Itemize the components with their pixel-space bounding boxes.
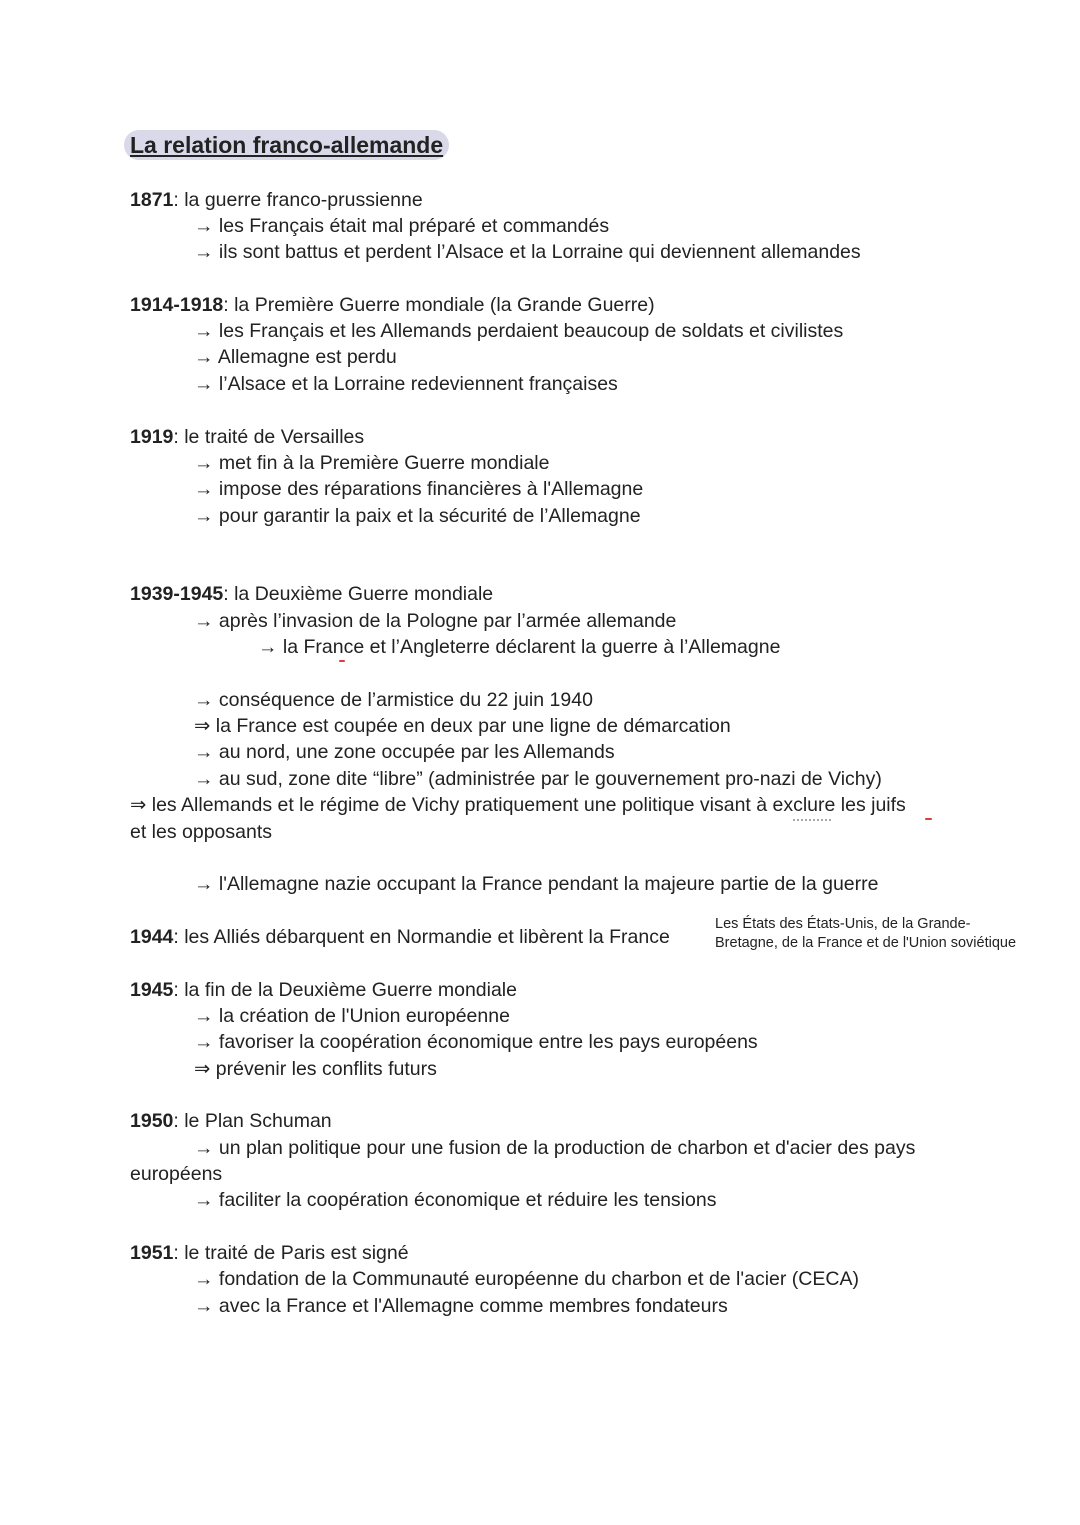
timeline-entry-1871 <box>130 188 423 212</box>
spellcheck-mark <box>339 660 345 662</box>
side-note <box>715 915 1016 953</box>
bullet-line: → favoriser la coopération économique entre les pays européens <box>194 1031 758 1053</box>
bullet-line: → l'Allemagne nazie occupant la France pendant la majeure partie de la guerre <box>194 873 879 895</box>
continuation-line: européens <box>130 1163 223 1185</box>
entry-text: : la fin de la Deuxième Guerre mondiale <box>173 979 517 1001</box>
bullet-line: → met fin à la Première Guerre mondiale <box>194 452 550 474</box>
bullet-line: → conséquence de l’armistice du 22 juin 1940 <box>194 689 593 711</box>
bullet-line: → un plan politique pour une fusion de la production de charbon et d'acier des pays <box>194 1137 916 1159</box>
continuation-line: et les opposants <box>130 821 273 843</box>
entry-text: : le Plan Schuman <box>173 1110 332 1132</box>
bullet-line: → pour garantir la paix et la sécurité de l’Allemagne <box>194 505 641 527</box>
timeline-entry-1919 <box>130 425 364 449</box>
bullet-line: → avec la France et l'Allemagne comme membres fondateurs <box>194 1295 728 1317</box>
timeline-entry-1944 <box>130 925 670 949</box>
entry-text: : le traité de Versailles <box>173 426 365 448</box>
year-label: 1951 <box>130 1242 174 1264</box>
timeline-entry-1950 <box>130 1109 332 1133</box>
bullet-line: → les Français était mal préparé et commandés <box>194 215 610 237</box>
bullet-line: → au nord, une zone occupée par les Allemands <box>194 741 615 763</box>
bullet-line: → la création de l'Union européenne <box>194 1005 510 1027</box>
bullet-line: → les Français et les Allemands perdaient beaucoup de soldats et civilistes <box>194 320 844 342</box>
entry-text: : la Première Guerre mondiale (la Grande Guerre) <box>223 294 655 316</box>
year-label: 1871 <box>130 189 174 211</box>
year-label: 1939-1945 <box>130 583 224 605</box>
spellcheck-mark <box>925 818 932 820</box>
year-label: 1914-1918 <box>130 294 224 316</box>
entry-text: : la Deuxième Guerre mondiale <box>223 583 494 605</box>
entry-text: : le traité de Paris est signé <box>173 1242 409 1264</box>
side-note-line: Bretagne, de la France et de l'Union soviétique <box>715 935 1017 951</box>
timeline-entry-1914-1918 <box>130 293 655 317</box>
bullet-line: → faciliter la coopération économique et réduire les tensions <box>194 1189 717 1211</box>
year-label: 1950 <box>130 1110 174 1132</box>
bullet-line: → au sud, zone dite “libre” (administrée par le gouvernement pro-nazi de Vichy) <box>194 768 882 790</box>
bullet-line: → après l’invasion de la Pologne par l’armée allemande <box>194 610 677 632</box>
entry-text: : la guerre franco-prussienne <box>173 189 423 211</box>
bullet-line: → ils sont battus et perdent l’Alsace et la Lorraine qui deviennent allemandes <box>194 241 861 263</box>
bullet-line: ⇒ prévenir les conflits futurs <box>194 1058 437 1080</box>
side-note-line: Les États des États-Unis, de la Grande- <box>715 916 971 932</box>
bullet-line: → l’Alsace et la Lorraine redeviennent françaises <box>194 373 618 395</box>
year-label: 1944 <box>130 926 174 948</box>
grammar-mark <box>793 819 831 821</box>
year-label: 1919 <box>130 426 174 448</box>
page-title: La relation franco-allemande <box>124 130 449 160</box>
bullet-line: → Allemagne est perdu <box>194 346 397 368</box>
timeline-entry-1951 <box>130 1241 409 1265</box>
timeline-entry-1945 <box>130 978 517 1002</box>
year-label: 1945 <box>130 979 174 1001</box>
sub-bullet-line: → la France et l’Angleterre déclarent la guerre à l’Allemagne <box>258 636 781 658</box>
bullet-line: ⇒ les Allemands et le régime de Vichy pratiquement une politique visant à exclure les juifs <box>130 794 906 816</box>
timeline-entry-1939-1945 <box>130 582 493 606</box>
bullet-line: ⇒ la France est coupée en deux par une ligne de démarcation <box>194 715 731 737</box>
bullet-line: → fondation de la Communauté européenne du charbon et de l'acier (CECA) <box>194 1268 859 1290</box>
bullet-line: → impose des réparations financières à l'Allemagne <box>194 478 644 500</box>
entry-text: : les Alliés débarquent en Normandie et libèrent la France <box>173 926 670 948</box>
